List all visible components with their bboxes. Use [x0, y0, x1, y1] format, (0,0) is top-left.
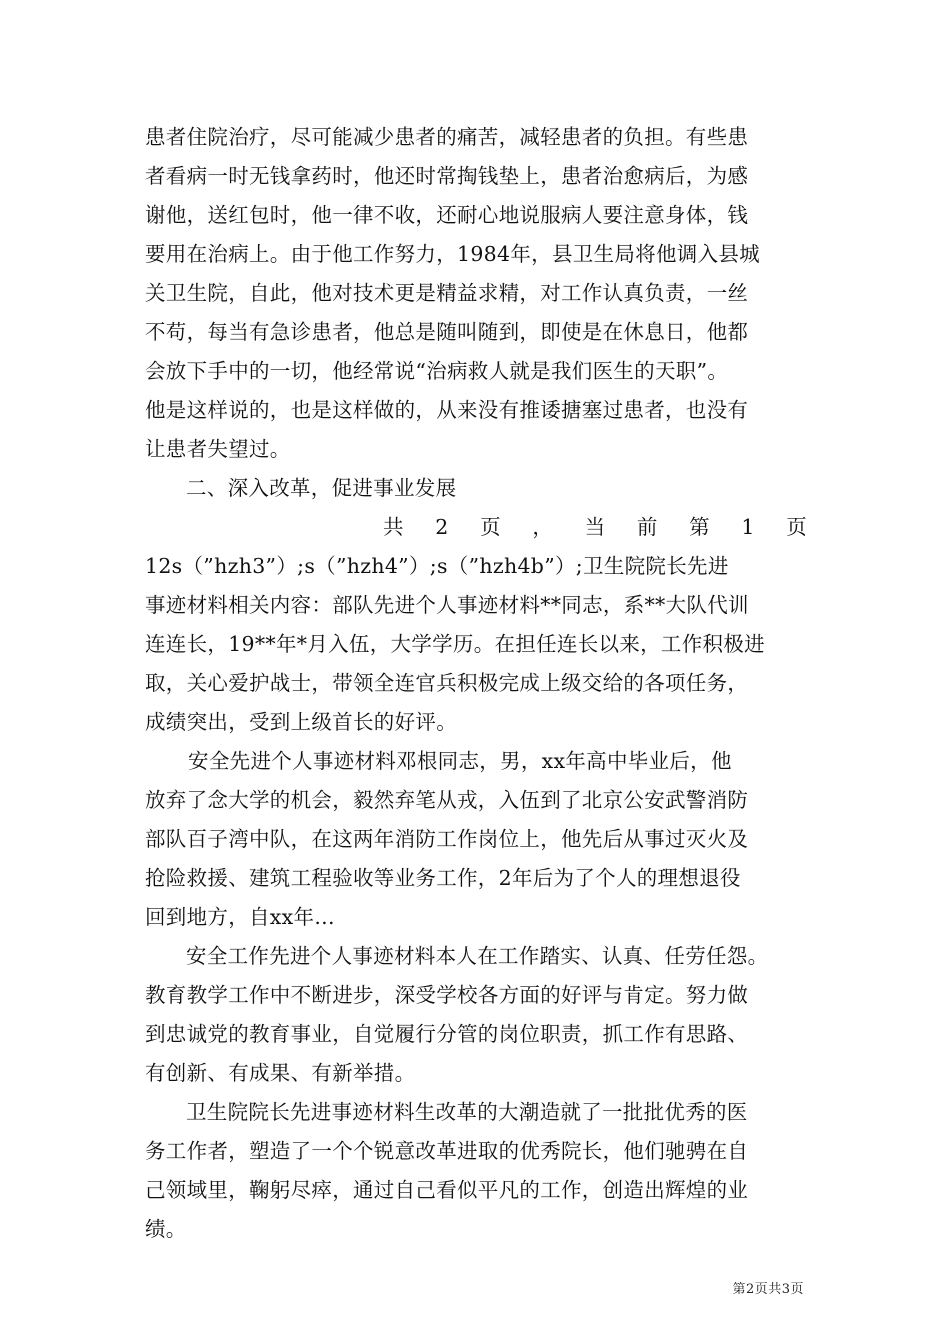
text-line: 绩。 — [145, 1217, 187, 1241]
text-line: 12s（”hzh3”）;s（”hzh4”）;s（”hzh4b”）;卫生院院长先进 — [145, 554, 729, 578]
page-indicator-char: ， — [532, 515, 554, 539]
text-line: 事迹材料相关内容：部队先进个人事迹材料**同志，系**大队代训 — [145, 593, 749, 617]
text-line: 谢他，送红包时，他一律不收，还耐心地说服病人要注意身体，钱 — [145, 203, 749, 227]
paragraph-safety-work — [145, 937, 807, 1093]
text-line: 安全先进个人事迹材料邓根同志，男，xx年高中毕业后，他 — [188, 749, 732, 773]
text-line: 要用在治病上。由于他工作努力，1984年，县卫生局将他调入县城 — [145, 242, 760, 266]
text-line: 让患者失望过。 — [145, 437, 291, 461]
section-heading: 二、深入改革，促进事业发展 — [186, 476, 457, 500]
footer-page-number: 第2页共3页 — [732, 1282, 804, 1297]
text-line: 不苟，每当有急诊患者，他总是随叫随到，即使是在休息日，他都 — [145, 320, 749, 344]
text-line: 放弃了念大学的机会，毅然弃笔从戎，入伍到了北京公安武警消防 — [145, 788, 749, 812]
page-indicator-char: 页 — [786, 515, 807, 539]
document-body — [145, 118, 807, 1249]
text-line: 会放下手中的一切，他经常说“治病救人就是我们医生的天职”。 — [145, 359, 729, 383]
page-indicator-char: 前 — [636, 515, 658, 539]
page-indicator-char: 当 — [584, 515, 606, 539]
text-line: 关卫生院，自此，他对技术更是精益求精，对工作认真负责，一丝 — [145, 281, 749, 305]
text-line: 成绩突出，受到上级首长的好评。 — [145, 710, 457, 734]
text-line: 回到地方，自xx年... — [145, 905, 335, 929]
page-indicator — [145, 508, 807, 547]
text-line: 教育教学工作中不断进步，深受学校各方面的好评与肯定。努力做 — [145, 983, 749, 1007]
text-line: 己领域里，鞠躬尽瘁，通过自己看似平凡的工作，创造出辉煌的业 — [145, 1178, 749, 1202]
paragraph-army-material — [145, 547, 807, 742]
text-line: 者看病一时无钱拿药时，他还时常掏钱垫上，患者治愈病后，为感 — [145, 164, 749, 188]
page-indicator-char: 共 — [383, 515, 404, 539]
text-line: 卫生院院长先进事迹材料生改革的大潮造就了一批批优秀的医 — [186, 1100, 748, 1124]
page-indicator-char: 1 — [741, 515, 755, 539]
page-indicator-char: 第 — [689, 515, 710, 539]
paragraph-hospital-director — [145, 1093, 807, 1249]
paragraph-safety-individual — [145, 742, 807, 937]
text-line: 连连长，19**年*月入伍，大学学历。在担任连长以来，工作积极进 — [145, 632, 765, 656]
page-indicator-char: 2 — [435, 515, 449, 539]
paragraph-patient-care — [145, 118, 807, 469]
text-line: 他是这样说的，也是这样做的，从来没有推诿搪塞过患者，也没有 — [145, 398, 749, 422]
text-line: 到忠诚党的教育事业，自觉履行分管的岗位职责，抓工作有思路、 — [145, 1022, 749, 1046]
text-line: 有创新、有成果、有新举措。 — [145, 1061, 416, 1085]
text-line: 取，关心爱护战士，带领全连官兵积极完成上级交给的各项任务， — [145, 671, 749, 695]
page-indicator-char: 页 — [480, 515, 501, 539]
text-line: 安全工作先进个人事迹材料本人在工作踏实、认真、任劳任怨。 — [186, 944, 769, 968]
text-line: 抢险救援、建筑工程验收等业务工作，2年后为了个人的理想退役 — [145, 866, 741, 890]
text-line: 患者住院治疗，尽可能减少患者的痛苦，减轻患者的负担。有些患 — [145, 125, 749, 149]
text-line: 部队百子湾中队，在这两年消防工作岗位上，他先后从事过灭火及 — [145, 827, 749, 851]
text-line: 务工作者，塑造了一个个锐意改革进取的优秀院长，他们驰骋在自 — [145, 1139, 749, 1163]
